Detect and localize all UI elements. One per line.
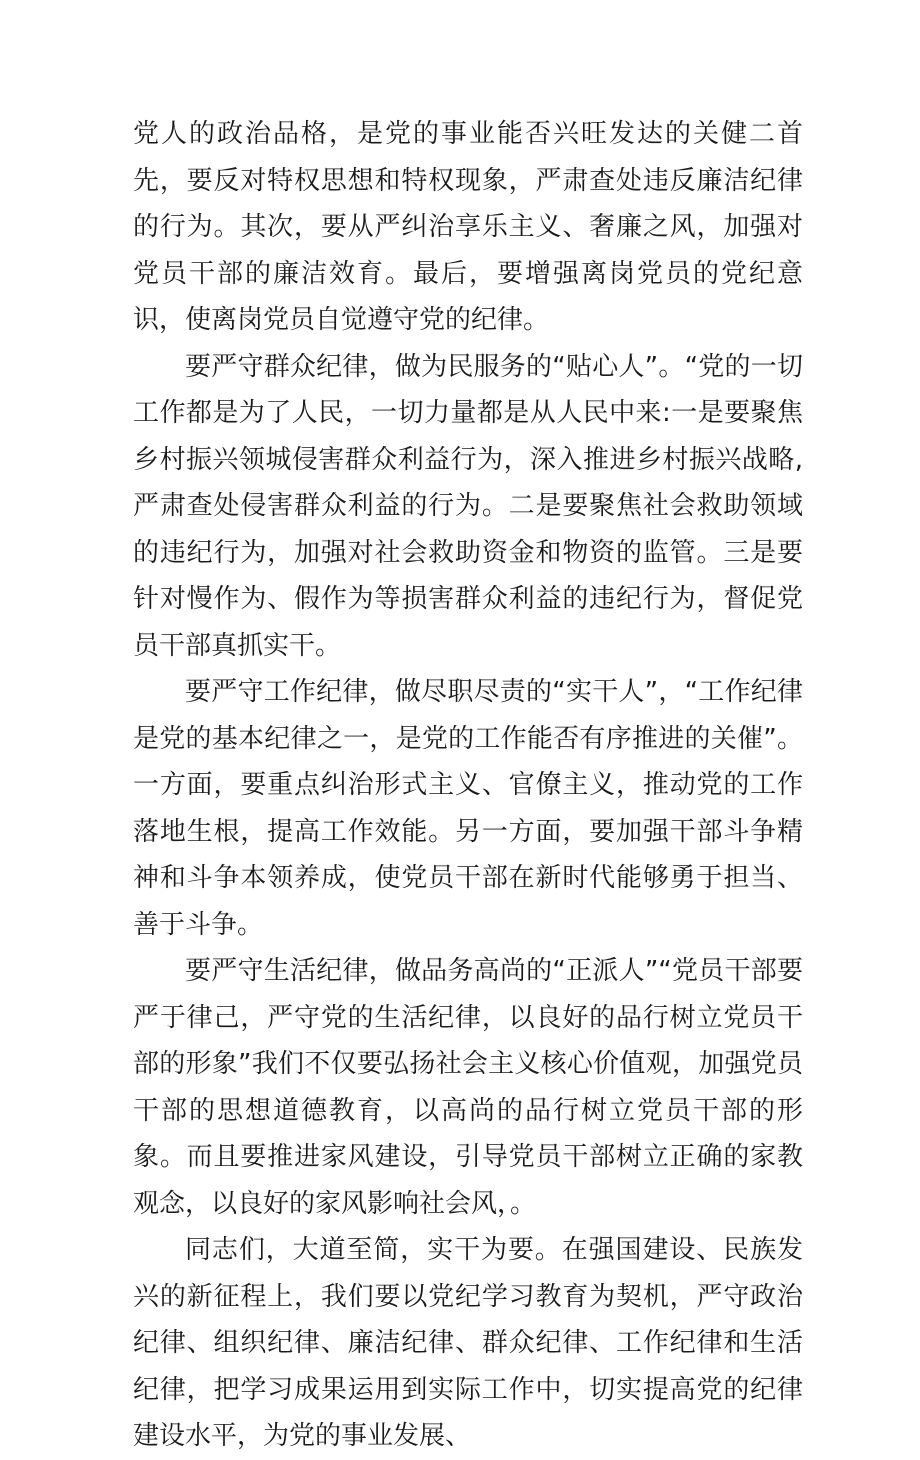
paragraph-continuation: 党人的政治品格，是党的事业能否兴旺发达的关健二首先，要反对特权思想和特权现象，严肃查处违反廉洁纪律的行为。其次，要从严纠治享乐主义、奢廉之风，加强对党员干部的廉洁效育。最后，要增强离岗党员的党纪意识，使离岗党员自觉遵守党的纪律。 — [133, 119, 803, 335]
paragraph-mass-discipline: 要严守群众纪律，做为民服务的“贴心人”。“党的一切工作都是为了人民，一切力量都是从人民中来:一是要聚焦乡村振兴领城侵害群众利益行为，深入推进乡村振兴战略,严肃查处侵害群众利益的行为。二是要聚焦社会救助领域的违纪行为，加强对社会救助资金和物资的监管。三是要针对慢作为、假作为等损害群众利益的违纪行为，督促党员干部真抓实干。 — [133, 351, 803, 661]
paragraph-conclusion: 同志们，大道至简，实干为要。在强国建设、民族发兴的新征程上，我们要以党纪学习教育为契机，严守政治纪律、组织纪律、廉洁纪律、群众纪律、工作纪律和生活纪律，把学习成果运用到实际工作中，切实提高党的纪律建设水平，为党的事业发展、 — [133, 1235, 803, 1451]
document-body — [133, 111, 803, 1460]
paragraph-work-discipline: 要严守工作纪律，做尽职尽责的“实干人”，“工作纪律是党的基本纪律之一，是党的工作能否有序推进的关催”。一方面，要重点纠治形式主义、官僚主义，推动党的工作落地生根，提高工作效能。另一方面，要加强干部斗争精神和斗争本领养成，使党员干部在新时代能够勇于担当、善于斗争。 — [133, 677, 803, 940]
paragraph-life-discipline: 要严守生活纪律，做品务高尚的“正派人”“党员干部要严于律己，严守党的生活纪律，以良好的品行树立党员干部的形象”我们不仅要弘扬社会主义核心价值观，加强党员干部的思想道德教育，以高尚的品行树立党员干部的形象。而且要推进家风建设，引导党员干部树立正确的家教观念，以良好的家风影响社会风，。 — [133, 956, 803, 1219]
